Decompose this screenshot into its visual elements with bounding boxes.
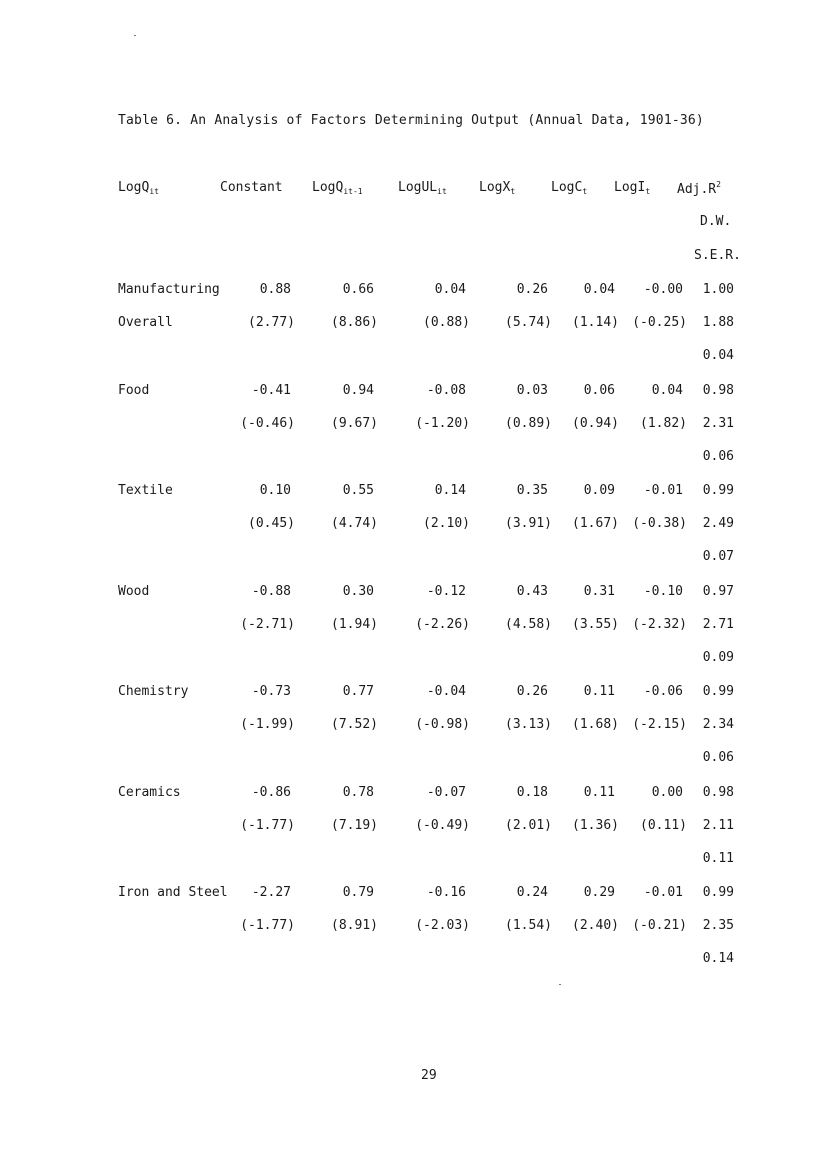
row-label: Ceramics <box>118 785 181 800</box>
t-stat-cell: (4.74) <box>331 516 378 531</box>
coefficient-cell: 0.66 <box>342 282 374 297</box>
t-stat-cell: (3.91) <box>505 516 552 531</box>
t-stat-cell: (-2.03) <box>415 918 470 933</box>
t-stat-cell: (-1.77) <box>240 818 295 833</box>
coefficient-cell: -0.88 <box>251 584 291 599</box>
dw-cell: 2.11 <box>702 818 734 833</box>
coefficient-cell: -0.06 <box>643 684 683 699</box>
t-stat-cell: (1.54) <box>505 918 552 933</box>
coefficient-cell: -0.16 <box>426 885 466 900</box>
ser-cell: 0.06 <box>702 449 734 464</box>
row-label: Wood <box>118 584 150 599</box>
t-stat-cell: (-0.25) <box>632 315 687 330</box>
t-stat-cell: (-0.38) <box>632 516 687 531</box>
coefficient-cell: 0.24 <box>516 885 548 900</box>
header-consumption: LogC$_t$ <box>551 180 588 196</box>
t-stat-cell: (2.01) <box>505 818 552 833</box>
coefficient-cell: 0.04 <box>583 282 615 297</box>
header-utilized-labor: LogUL$_{it}$ <box>398 180 447 196</box>
row-label: Chemistry <box>118 684 189 699</box>
t-stat-cell: (-1.20) <box>415 416 470 431</box>
coefficient-cell: -0.07 <box>426 785 466 800</box>
dw-cell: 2.35 <box>702 918 734 933</box>
dw-cell: 2.71 <box>702 617 734 632</box>
t-stat-cell: (5.74) <box>505 315 552 330</box>
coefficient-cell: -0.41 <box>251 383 291 398</box>
t-stat-cell: (1.82) <box>640 416 687 431</box>
coefficient-cell: -0.01 <box>643 885 683 900</box>
adj-r2-cell: 0.99 <box>702 483 734 498</box>
t-stat-cell: (2.40) <box>572 918 619 933</box>
coefficient-cell: 0.78 <box>342 785 374 800</box>
row-label: Textile <box>118 483 173 498</box>
t-stat-cell: (0.11) <box>640 818 687 833</box>
t-stat-cell: (1.36) <box>572 818 619 833</box>
coefficient-cell: -0.04 <box>426 684 466 699</box>
dw-cell: 2.31 <box>702 416 734 431</box>
adj-r2-cell: 0.98 <box>702 785 734 800</box>
scan-speck <box>559 984 561 985</box>
coefficient-cell: 0.00 <box>651 785 683 800</box>
t-stat-cell: (-2.26) <box>415 617 470 632</box>
t-stat-cell: (-0.98) <box>415 717 470 732</box>
header-dw: D.W. <box>700 214 732 229</box>
coefficient-cell: 0.03 <box>516 383 548 398</box>
row-label: Food <box>118 383 150 398</box>
t-stat-cell: (-1.99) <box>240 717 295 732</box>
t-stat-cell: (4.58) <box>505 617 552 632</box>
t-stat-cell: (-2.15) <box>632 717 687 732</box>
t-stat-cell: (3.13) <box>505 717 552 732</box>
row-label-continued: Overall <box>118 315 173 330</box>
t-stat-cell: (0.45) <box>248 516 295 531</box>
t-stat-cell: (2.10) <box>423 516 470 531</box>
coefficient-cell: 0.43 <box>516 584 548 599</box>
row-label: Manufacturing <box>118 282 220 297</box>
t-stat-cell: (8.86) <box>331 315 378 330</box>
coefficient-cell: 0.11 <box>583 684 615 699</box>
ser-cell: 0.06 <box>702 750 734 765</box>
header-constant: Constant <box>220 180 283 195</box>
t-stat-cell: (1.14) <box>572 315 619 330</box>
coefficient-cell: -0.73 <box>251 684 291 699</box>
t-stat-cell: (-0.21) <box>632 918 687 933</box>
adj-r2-cell: 0.99 <box>702 885 734 900</box>
adj-r2-cell: 0.97 <box>702 584 734 599</box>
dw-cell: 2.34 <box>702 717 734 732</box>
t-stat-cell: (1.68) <box>572 717 619 732</box>
coefficient-cell: 0.55 <box>342 483 374 498</box>
coefficient-cell: 0.30 <box>342 584 374 599</box>
t-stat-cell: (-2.32) <box>632 617 687 632</box>
coefficient-cell: -0.00 <box>643 282 683 297</box>
t-stat-cell: (-1.77) <box>240 918 295 933</box>
t-stat-cell: (7.52) <box>331 717 378 732</box>
coefficient-cell: 0.26 <box>516 684 548 699</box>
coefficient-cell: 0.26 <box>516 282 548 297</box>
coefficient-cell: 0.04 <box>434 282 466 297</box>
t-stat-cell: (7.19) <box>331 818 378 833</box>
header-dependent: LogQ$_{it}$ <box>118 180 159 196</box>
ser-cell: 0.07 <box>702 549 734 564</box>
coefficient-cell: 0.11 <box>583 785 615 800</box>
t-stat-cell: (-2.71) <box>240 617 295 632</box>
t-stat-cell: (8.91) <box>331 918 378 933</box>
t-stat-cell: (1.67) <box>572 516 619 531</box>
t-stat-cell: (9.67) <box>331 416 378 431</box>
header-ser: S.E.R. <box>694 248 741 263</box>
coefficient-cell: 0.09 <box>583 483 615 498</box>
coefficient-cell: 0.04 <box>651 383 683 398</box>
t-stat-cell: (-0.46) <box>240 416 295 431</box>
coefficient-cell: -0.08 <box>426 383 466 398</box>
coefficient-cell: 0.79 <box>342 885 374 900</box>
coefficient-cell: 0.14 <box>434 483 466 498</box>
header-lag-output: LogQ$_{it-1}$ <box>312 180 363 196</box>
ser-cell: 0.04 <box>702 348 734 363</box>
t-stat-cell: (0.89) <box>505 416 552 431</box>
dw-cell: 2.49 <box>702 516 734 531</box>
t-stat-cell: (0.94) <box>572 416 619 431</box>
header-adj-r2: $Adj.R^2$ <box>677 180 721 197</box>
coefficient-cell: 0.77 <box>342 684 374 699</box>
t-stat-cell: (-0.49) <box>415 818 470 833</box>
coefficient-cell: -0.10 <box>643 584 683 599</box>
coefficient-cell: -0.86 <box>251 785 291 800</box>
coefficient-cell: 0.10 <box>259 483 291 498</box>
coefficient-cell: 0.06 <box>583 383 615 398</box>
header-exports: LogX$_t$ <box>479 180 516 196</box>
page-number: 29 <box>421 1068 437 1083</box>
adj-r2-cell: 0.99 <box>702 684 734 699</box>
table-title: Table 6. An Analysis of Factors Determining Output (Annual Data, 1901-36) <box>118 113 704 128</box>
coefficient-cell: -2.27 <box>251 885 291 900</box>
ser-cell: 0.09 <box>702 650 734 665</box>
coefficient-cell: 0.94 <box>342 383 374 398</box>
coefficient-cell: 0.29 <box>583 885 615 900</box>
ser-cell: 0.11 <box>702 851 734 866</box>
t-stat-cell: (2.77) <box>248 315 295 330</box>
row-label: Iron and Steel <box>118 885 228 900</box>
coefficient-cell: 0.35 <box>516 483 548 498</box>
coefficient-cell: 0.31 <box>583 584 615 599</box>
coefficient-cell: -0.01 <box>643 483 683 498</box>
ser-cell: 0.14 <box>702 951 734 966</box>
adj-r2-cell: 0.98 <box>702 383 734 398</box>
coefficient-cell: -0.12 <box>426 584 466 599</box>
adj-r2-cell: 1.00 <box>702 282 734 297</box>
dw-cell: 1.88 <box>702 315 734 330</box>
scan-speck <box>134 35 136 36</box>
coefficient-cell: 0.88 <box>259 282 291 297</box>
t-stat-cell: (3.55) <box>572 617 619 632</box>
header-investment: LogI$_t$ <box>614 180 651 196</box>
t-stat-cell: (1.94) <box>331 617 378 632</box>
coefficient-cell: 0.18 <box>516 785 548 800</box>
t-stat-cell: (0.88) <box>423 315 470 330</box>
